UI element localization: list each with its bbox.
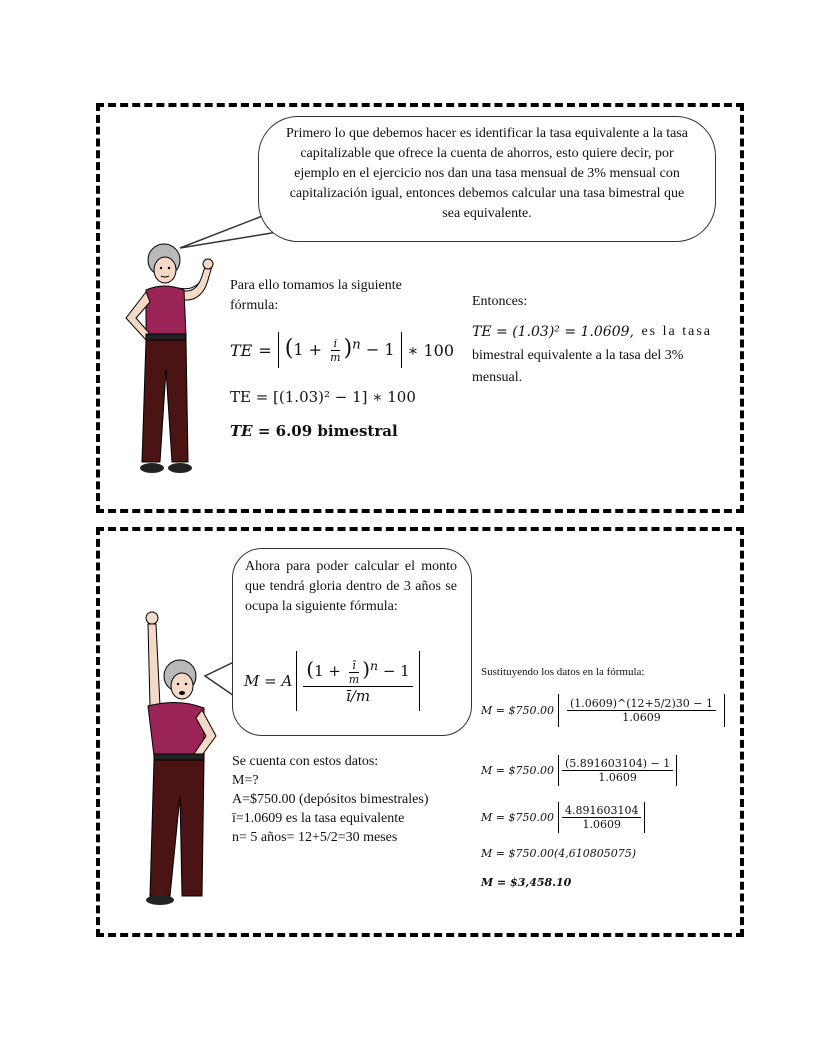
bubble-2-text: Ahora para poder calcular el monto que tendrá gloria dentro de 3 años se ocupa la siguiente fórmula:: [245, 559, 457, 614]
formula-te-3-rhs: = 6.09 bimestral: [257, 422, 398, 440]
bubble-1-text: Primero lo que debemos hacer es identificar la tasa equivalente a la tasa capitalizable que ofrece la cuenta de ahorros, esto quiere decir, por ejemplo en el ejercicio nos dan una tasa mensual de 3% mensual con capitalización igual, entonces debemos calcular una tasa bimestral que sea equivalente.: [286, 126, 688, 221]
step-2-lhs: M = $750.00: [481, 764, 554, 777]
step-3-den: 1.0609: [582, 818, 621, 831]
data-list: [232, 752, 428, 847]
formula-te-2: TE = [(1.03)² − 1] ∗ 100: [230, 388, 416, 406]
formula-m: M = A (1 + $\frac{ī}{m}$ )$^n$ − 1 ī/m: [244, 646, 420, 716]
formula-m-lhs: M = A: [244, 672, 293, 690]
step-3: [481, 802, 645, 833]
data-line-2: A=$750.00 (depósitos bimestrales): [232, 792, 429, 807]
intro-line-1: Para ello tomamos la siguiente: [230, 278, 402, 293]
sustituyendo-label: Sustituyendo los datos en la fórmula:: [481, 666, 645, 678]
formula-te-lhs: TE: [230, 340, 253, 360]
formula-te-tail: ∗ 100: [407, 340, 455, 360]
formula-te: TE = (1 + $\frac{i}{m}$ )$^n$ − 1 ∗ 100: [230, 320, 454, 380]
intro-line-2: fórmula:: [230, 298, 279, 313]
step-2-den: 1.0609: [598, 771, 637, 784]
result-line-3: mensual.: [472, 370, 523, 385]
formula-te-3-lhs: TE: [230, 422, 253, 440]
step-3-lhs: M = $750.00: [481, 811, 554, 824]
data-line-4: n= 5 años= 12+5/2=30 meses: [232, 830, 398, 845]
step-5: M = $3,458.10: [481, 876, 572, 889]
step-2: [481, 755, 677, 786]
step-1-den: 1.0609: [622, 711, 661, 724]
step-1: [481, 694, 725, 727]
data-line-1: M=?: [232, 773, 259, 788]
data-line-3: ī=1.0609 es la tasa equivalente: [232, 811, 405, 826]
entonces-label: Entonces:: [472, 294, 528, 309]
step-4: M = $750.00(4,610805075): [481, 847, 637, 860]
woman-figure-2: [130, 606, 240, 906]
step-1-lhs: M = $750.00: [481, 704, 554, 717]
result-text-a: es la tasa: [641, 324, 712, 339]
result-line-2: bimestral equivalente a la tasa del 3%: [472, 348, 684, 363]
step-3-num: 4.891603104: [562, 804, 641, 818]
step-2-num: (5.891603104) − 1: [562, 757, 673, 771]
data-line-0: Se cuenta con estos datos:: [232, 754, 379, 769]
result-formula: TE = (1.03)² = 1.0609,: [472, 324, 634, 340]
step-1-num: (1.0609)^(12+5/2)30 − 1: [567, 697, 716, 711]
